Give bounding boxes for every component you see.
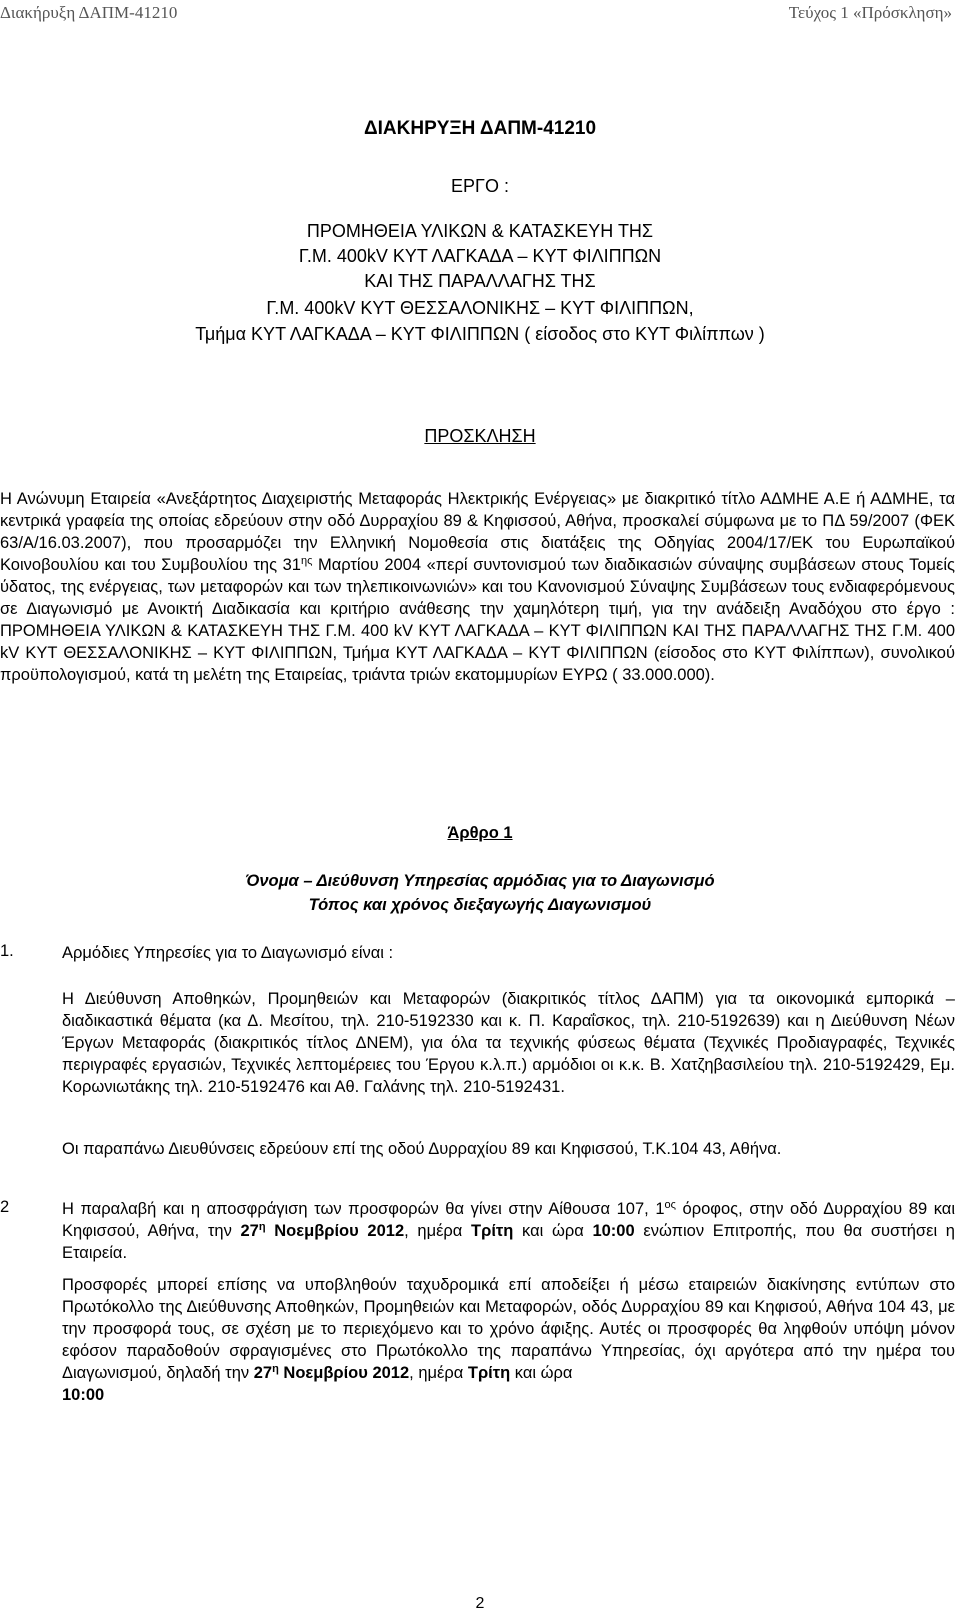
item-2-p2-text-a: Προσφορές μπορεί επίσης να υποβληθούν ταχυδρομικά επί αποδείξει ή μέσω εταιρειών διακίνησης εντύπων στο Πρωτόκολλο της Διεύθυνσης Αποθηκών, Προμηθειών και Μεταφορών, οδός Δυρραχίου 89 και Κηφισού, Αθήνα 104 43, με την προσφορά τους, σε σχέση με το περιεχόμενο και το χρόνο άφιξης. Αυτές οι προσφορές θα ληφθούν υπόψη μόνον εφόσον παραδοθούν σφραγισμένες στο Πρωτόκολλο της παραπάνω Υπηρεσίας, όχι αργότερα από την ημέρα του Διαγωνισμού, δηλαδή την (62, 1276, 955, 1382)
item-2-p1-day: Τρίτη (471, 1222, 514, 1240)
item-2-p2-day: Τρίτη (467, 1364, 511, 1382)
project-line-2: Γ.Μ. 400kV ΚΥΤ ΛΑΓΚΑΔΑ – ΚΥΤ ΦΙΛΙΠΠΩΝ (298, 246, 662, 266)
project-line-4: Γ.Μ. 400kV ΚΥΤ ΘΕΣΣΑΛΟΝΙΚΗΣ – ΚΥΤ ΦΙΛΙΠΠΩΝ, (266, 298, 694, 318)
item-2-p1-sup-2: η (258, 1221, 266, 1233)
item-1-label: Αρμόδιες Υπηρεσίες για το Διαγωνισμό είναι : (62, 944, 394, 962)
item-2-p1-date: 27 (240, 1222, 259, 1240)
item-2-p2-text-c: και ώρα (510, 1364, 573, 1382)
item-1-number: 1. (0, 942, 14, 960)
intro-sup: ης (300, 555, 313, 567)
intro-paragraph (0, 488, 955, 686)
item-1-paragraph-1: Η Διεύθυνση Αποθηκών, Προμηθειών και Μεταφορών (διακριτικός τίτλος ΔΑΠΜ) για τα οικονομικά εμπορικά – διαδικαστικά θέματα (κα Δ. Μεσίτου, τηλ. 210-5192330 και κ. Π. Καραΐσκος, τηλ. 210-5192639) και η Διεύθυνση Νέων Έργων Μεταφοράς (διακριτικός τίτλος ΔΝΕΜ), για όλα τα τεχνικής φύσεως θέματα (Τεχνικές Προδιαγραφές, Τεχνικές περιγραφές εργασιών, Τεχνικές λεπτομέρειες του Έργου κ.λ.π.) αρμόδιοι οι κ.κ. Β. Χατζηβασιλείου τηλ. 210-5192429, Εμ. Κορωνιωτάκης τηλ. 210-5192476 και Αθ. Γαλάνης τηλ. 210-5192431. (62, 990, 955, 1096)
item-2-p1-text-e: ενώπιον Επιτροπής, που θα συστήσει η Εταιρεία. (62, 1222, 955, 1262)
article-subtitle-1: Όνομα – Διεύθυνση Υπηρεσίας αρμόδιας για το Διαγωνισμό (245, 872, 715, 890)
article-subtitle-2: Τόπος και χρόνος διεξαγωγής Διαγωνισμού (308, 896, 652, 914)
project-line-5: Τμήμα ΚΥΤ ΛΑΓΚΑΔΑ – ΚΥΤ ΦΙΛΙΠΠΩΝ ( είσοδος στο ΚΥΤ Φιλίππων ) (195, 324, 765, 344)
header-left: Διακήρυξη ΔΑΠΜ-41210 (0, 3, 178, 22)
invitation-heading: ΠΡΟΣΚΛΗΣΗ (424, 426, 536, 446)
item-2-paragraph-1 (62, 1198, 955, 1264)
item-2-p1-time: 10:00 (592, 1222, 635, 1240)
item-2-p1-month: Νοεμβρίου 2012 (265, 1222, 405, 1240)
item-2-p1-sup-1: ος (664, 1199, 676, 1211)
item-2-p1-text-d: και ώρα (513, 1222, 593, 1240)
item-2-p2-text-b: , ημέρα (409, 1364, 468, 1382)
document-title: ΔΙΑΚΗΡΥΞΗ ΔΑΠΜ-41210 (363, 118, 597, 139)
project-line-1: ΠΡΟΜΗΘΕΙΑ ΥΛΙΚΩΝ & ΚΑΤΑΣΚΕΥΗ ΤΗΣ (306, 221, 654, 241)
article-heading: Άρθρο 1 (447, 824, 513, 842)
item-2-p2-sup: η (272, 1363, 279, 1375)
item-2-number: 2 (0, 1198, 10, 1216)
intro-part-2: Μαρτίου 2004 «περί συντονισμού των διαδικασιών σύναψης συμβάσεων στους Τομείς ύδατος, της ενέργειας, των μεταφορών και των τηλεπικοινωνιών» και του Κανονισμού Σύναψης Συμβάσεων τους ενδιαφερόμενους σε Διαγωνισμό με Ανοικτή Διαδικασία και κριτήριο ανάθεσης την χαμηλότερη τιμή, για την ανάδειξη Αναδόχου στο έργο : ΠΡΟΜΗΘΕΙΑ ΥΛΙΚΩΝ & ΚΑΤΑΣΚΕΥΗ ΤΗΣ Γ.Μ. 400 kV ΚΥΤ ΛΑΓΚΑΔΑ – ΚΥΤ ΦΙΛΙΠΠΩΝ ΚΑΙ ΤΗΣ ΠΑΡΑΛΛΑΓΗΣ ΤΗΣ Γ.Μ. 400 kV ΚΥΤ ΘΕΣΣΑΛΟΝΙΚΗΣ – ΚΥΤ ΦΙΛΙΠΠΩΝ, Τμήμα ΚΥΤ ΛΑΓΚΑΔΑ – ΚΥΤ ΦΙΛΙΠΠΩΝ (είσοδος στο ΚΥΤ Φιλίππων), συνολικού προϋπολογισμού, κατά τη μελέτη της Εταιρείας, τριάντα τριών εκατομμυρίων ΕΥΡΩ ( 33.000.000). (0, 556, 955, 684)
item-2-p2-date: 27 (253, 1364, 273, 1382)
item-2-p2-month: Νοεμβρίου 2012 (278, 1364, 410, 1382)
item-2-p1-text-b: όροφος, στην οδό Δυρραχίου 89 και Κηφισσού, Αθήνα, την (62, 1200, 955, 1240)
item-2-p2-time: 10:00 (62, 1386, 105, 1404)
item-1-paragraph-2: Οι παραπάνω Διευθύνσεις εδρεύουν επί της οδού Δυρραχίου 89 και Κηφισσού, Τ.Κ.104 43, Αθήνα. (62, 1140, 782, 1158)
item-2-p1-text-a: Η παραλαβή και η αποσφράγιση των προσφορών θα γίνει στην Αίθουσα 107, 1 (62, 1200, 665, 1218)
page-number: 2 (475, 1595, 485, 1612)
intro-part-1: Η Ανώνυμη Εταιρεία «Ανεξάρτητος Διαχειριστής Μεταφοράς Ηλεκτρικής Ενέργειας» με διακριτικό τίτλο ΑΔΜΗΕ Α.Ε ή ΑΔΜΗΕ, τα κεντρικά γραφεία της οποίας εδρεύουν στην οδό Δυρραχίου 89 & Κηφισσού, Αθήνα, προσκαλεί σύμφωνα με το ΠΔ 59/2007 (ΦΕΚ 63/Α/16.03.2007), που προσαρμόζει την Ελληνική Νομοθεσία στις διατάξεις της Οδηγίας 2004/17/ΕΚ του Ευρωπαϊκού Κοινοβουλίου και του Συμβουλίου της 31 (0, 490, 955, 574)
item-2-paragraph-2 (62, 1274, 955, 1406)
project-line-3: ΚΑΙ ΤΗΣ ΠΑΡΑΛΛΑΓΗΣ ΤΗΣ (364, 271, 596, 291)
header-right: Τεύχος 1 «Πρόσκληση» (788, 3, 952, 22)
project-label: ΕΡΓΟ : (451, 176, 509, 196)
item-2-p1-text-c: , ημέρα (404, 1222, 472, 1240)
